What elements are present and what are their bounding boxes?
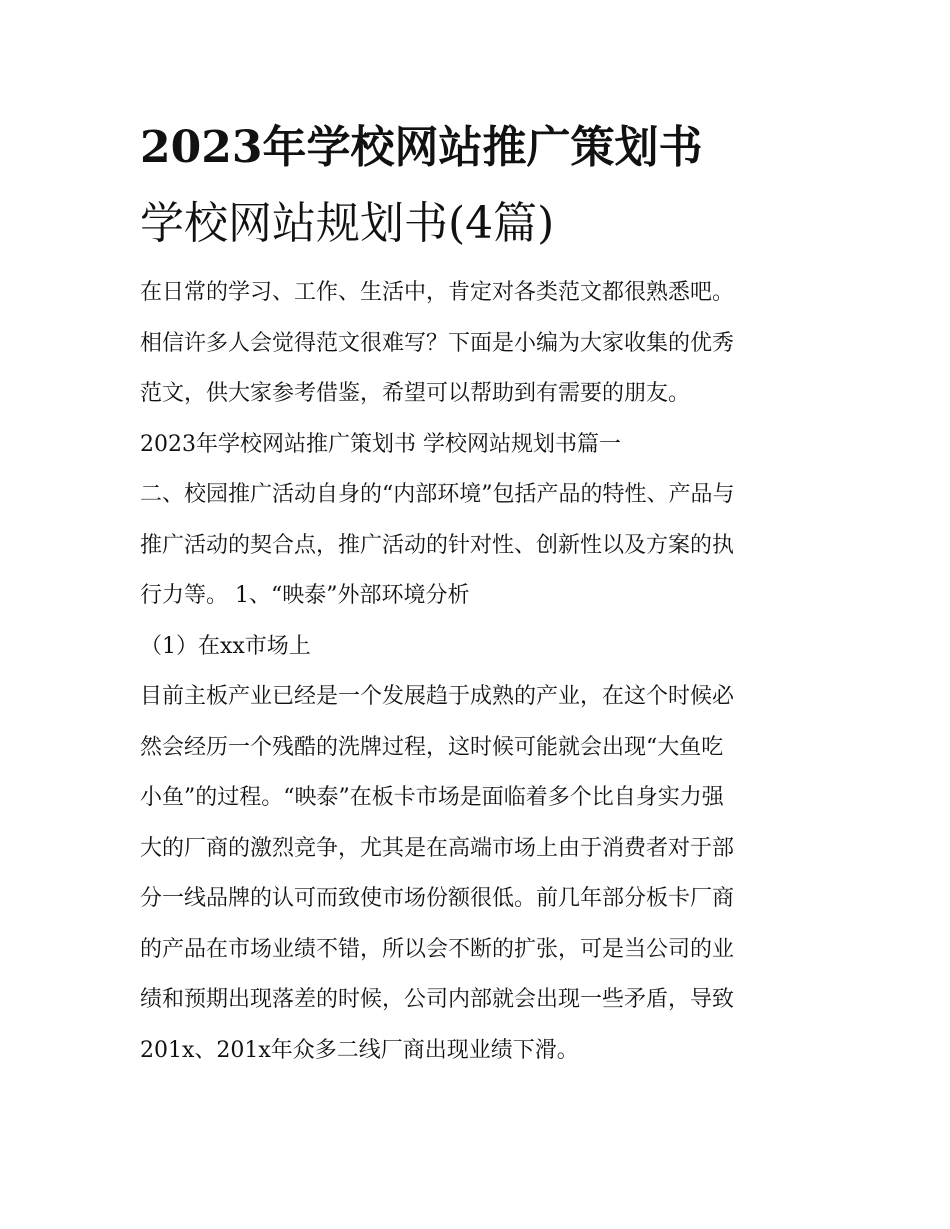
title-line-2: 学校网站规划书(4篇) [140,198,555,249]
body-line: 大的厂商的激烈竞争，尤其是在高端市场上由于消费者对于部 [140,835,735,861]
document-page [140,110,820,1076]
document-body [140,268,820,1076]
body-line: 范文，供大家参考借鉴，希望可以帮助到有需要的朋友。 [140,381,691,406]
body-line: 小鱼”的过程。“映泰”在板卡市场是面临着多个比自身实力强 [140,785,724,810]
body-line: 201x、201x年众多二线厂商出现业绩下滑。 [140,1037,579,1063]
body-line: 推广活动的契合点，推广活动的针对性、创新性以及方案的执 [140,532,735,558]
body-line: 的产品在市场业绩不错，所以会不断的扩张，可是当公司的业 [140,936,735,962]
body-line: 分一线品牌的认可而致使市场份额很低。前几年部分板卡厂商 [140,886,735,911]
body-line: 行力等。 1、“映泰”外部环境分析 [140,583,470,608]
document-title [140,110,820,262]
section-heading: 2023年学校网站推广策划书 学校网站规划书篇一 [140,431,621,457]
body-line: 绩和预期出现落差的时候，公司内部就会出现一些矛盾，导致 [140,987,735,1012]
body-line: 然会经历一个残酷的洗牌过程，这时候可能就会出现“大鱼吃 [140,734,724,760]
title-line-1: 2023年学校网站推广策划书 [140,122,703,173]
body-line: 二、校园推广活动自身的“内部环境”包括产品的特性、产品与 [140,482,735,507]
body-line: 在日常的学习、工作、生活中，肯定对各类范文都很熟悉吧。 [140,280,735,305]
subheading: （1）在xx市场上 [140,633,311,659]
body-line: 目前主板产业已经是一个发展趋于成熟的产业，在这个时候必 [140,684,735,709]
body-line: 相信许多人会觉得范文很难写？下面是小编为大家收集的优秀 [140,330,735,356]
